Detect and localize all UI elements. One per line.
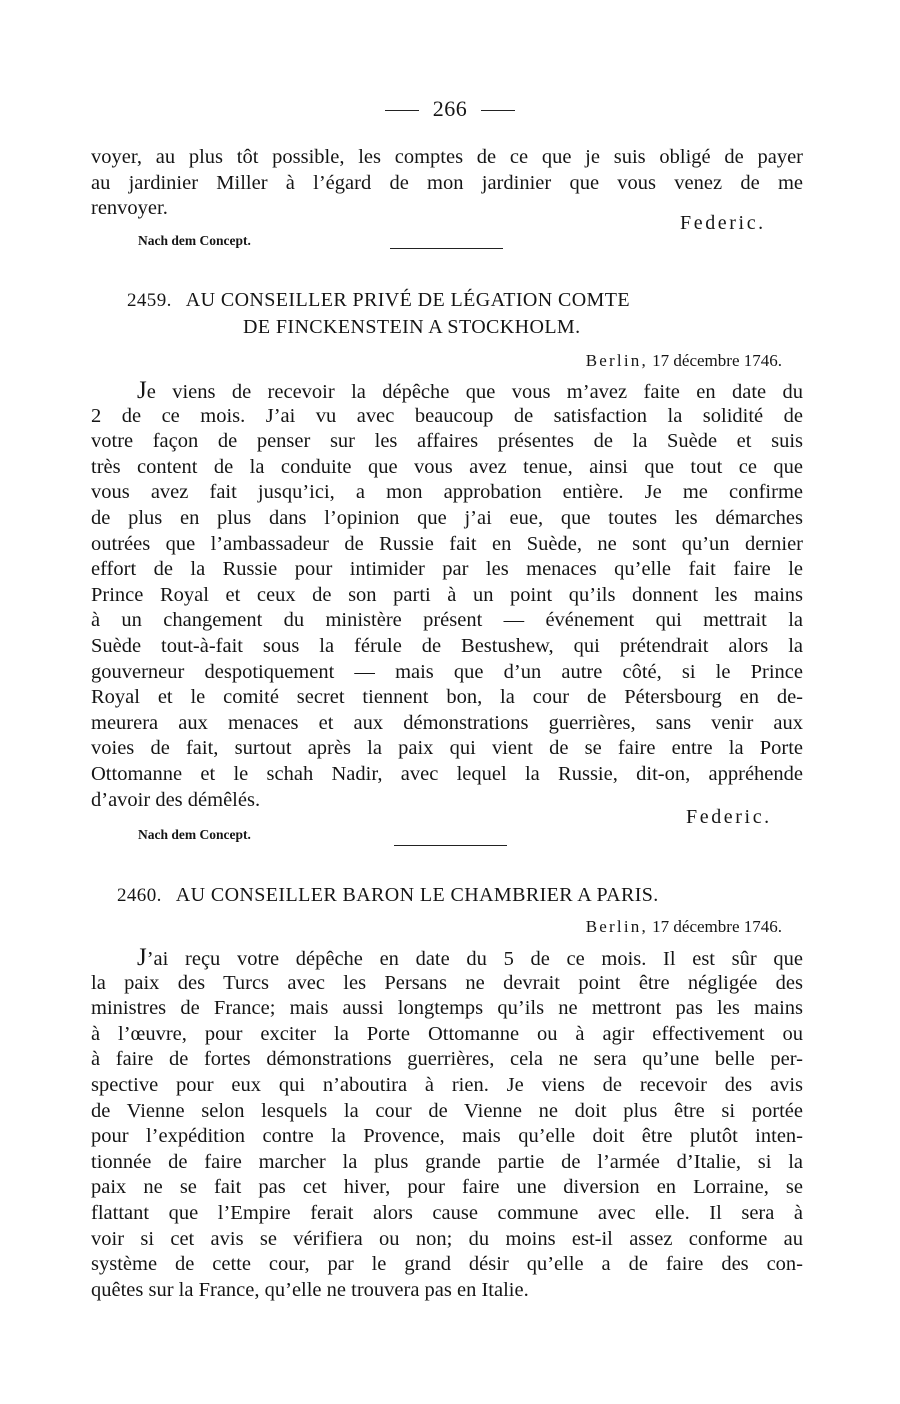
text-line [91, 378, 803, 404]
letter-heading-line: AU CONSEILLER BARON LE CHAMBRIER A PARIS. [175, 884, 659, 906]
signature: Federic. [680, 212, 766, 234]
text-line: à un changement du ministère présent — événement qui mettrait la [91, 609, 803, 632]
text-line [91, 945, 803, 971]
text-line: votre façon de penser sur les affaires présentes de la Suède et suis [91, 430, 803, 453]
signature: Federic. [686, 806, 772, 828]
text-line: vous avez fait jusqu’ici, a mon approbation entière. Je me confirme [91, 481, 803, 504]
date-text: 17 décembre 1746. [652, 351, 782, 370]
letter-body [91, 945, 803, 1303]
date-text: 17 décembre 1746. [652, 917, 782, 936]
section-divider [390, 248, 503, 249]
initial-letter: J [137, 944, 147, 971]
text-line: Royal et le comité secret tiennent bon, la cour de Pétersbourg en de- [91, 686, 803, 709]
text-line: Suède tout-à-fait sous la férule de Bestushew, qui prétendrait alors la [91, 634, 803, 657]
text-line: la paix des Turcs avec les Persans ne devrait point être négligée des [91, 971, 803, 994]
text-line: outrées que l’ambassadeur de Russie fait en Suède, ne sont qu’un dernier [91, 532, 803, 555]
text-line: ministres de France; mais aussi longtemps qu’ils ne mettront pas les mains [91, 997, 803, 1020]
text-line: gouverneur despotiquement — mais que d’un autre côté, si le Prince [91, 660, 803, 683]
dateline [586, 351, 782, 371]
header-dash-left [385, 110, 419, 111]
letter-number: 2459. [127, 290, 172, 311]
text-line: Ottomanne et le schah Nadir, avec lequel la Russie, dit-on, appréhende [91, 762, 803, 785]
section-divider [394, 845, 507, 846]
letter-heading-line: DE FINCKENSTEIN A STOCKHOLM. [243, 316, 581, 338]
text-line: de Vienne selon lesquels la cour de Vienne ne doit plus être si portée [91, 1099, 803, 1122]
page-number: 266 [432, 96, 468, 121]
text-line: voies de fait, surtout après la paix qui vient de se faire entre la Porte [91, 737, 803, 760]
source-note: Nach dem Concept. [138, 827, 251, 842]
text-line: système de cette cour, par le grand désir qu’elle a de faire des con- [91, 1253, 803, 1276]
letter-heading [91, 289, 803, 339]
date-city: Berlin, [585, 917, 648, 936]
text-line: 2 de ce mois. J’ai vu avec beaucoup de satisfaction la solidité de [91, 404, 803, 427]
text-line: meurera aux menaces et aux démonstrations guerrières, sans venir aux [91, 711, 803, 734]
letter-body [91, 378, 803, 813]
header-dash-right [481, 110, 515, 111]
text-line: renvoyer. [91, 197, 168, 220]
text-line: au jardinier Miller à l’égard de mon jardinier que vous venez de me [91, 171, 803, 194]
text-line: tionnée de faire marcher la plus grande partie de l’armée d’Italie, si la [91, 1150, 803, 1173]
page-header [0, 96, 900, 122]
text-line: de plus en plus dans l’opinion que j’ai eue, que toutes les démarches [91, 506, 803, 529]
text-line: Prince Royal et ceux de son parti à un point qu’ils donnent les mains [91, 583, 803, 606]
text-line: pour l’expédition contre la Provence, mais qu’elle doit être plutôt inten- [91, 1125, 803, 1148]
text-line-content: ’ai reçu votre dépêche en date du 5 de ce mois. Il est sûr que [146, 948, 803, 970]
text-line: paix ne se fait pas cet hiver, pour faire une diversion en Lorraine, se [91, 1176, 803, 1199]
text-line: très content de la conduite que vous avez tenue, ainsi que tout ce que [91, 455, 803, 478]
text-line: à l’œuvre, pour exciter la Porte Ottomanne ou à agir effectivement ou [91, 1022, 803, 1045]
text-line: spective pour eux qui n’aboutira à rien. Je viens de recevoir des avis [91, 1073, 803, 1096]
letter-number: 2460. [117, 885, 162, 906]
text-line: voyer, au plus tôt possible, les comptes de ce que je suis obligé de payer [91, 146, 803, 168]
text-line: quêtes sur la France, qu’elle ne trouvera pas en Italie. [91, 1278, 529, 1301]
dateline [586, 917, 782, 937]
text-line: effort de la Russie pour intimider par les menaces qu’elle fait faire le [91, 558, 803, 581]
source-note: Nach dem Concept. [138, 233, 251, 248]
initial-letter: J [137, 377, 147, 404]
text-line: à faire de fortes démonstrations guerrières, cela ne sera qu’une belle per- [91, 1048, 803, 1071]
text-line-content: e viens de recevoir la dépêche que vous m’avez faite en date du [146, 381, 803, 403]
date-city: Berlin, [585, 351, 648, 370]
text-line: voir si cet avis se vérifiera ou non; du moins est-il assez conforme au [91, 1227, 803, 1250]
text-line: flattant que l’Empire ferait alors cause commune avec elle. Il sera à [91, 1201, 803, 1224]
text-line: d’avoir des démêlés. [91, 788, 261, 811]
previous-letter-ending [91, 145, 803, 222]
letter-heading-line: AU CONSEILLER PRIVÉ DE LÉGATION COMTE [185, 289, 630, 311]
letter-heading [91, 884, 803, 907]
